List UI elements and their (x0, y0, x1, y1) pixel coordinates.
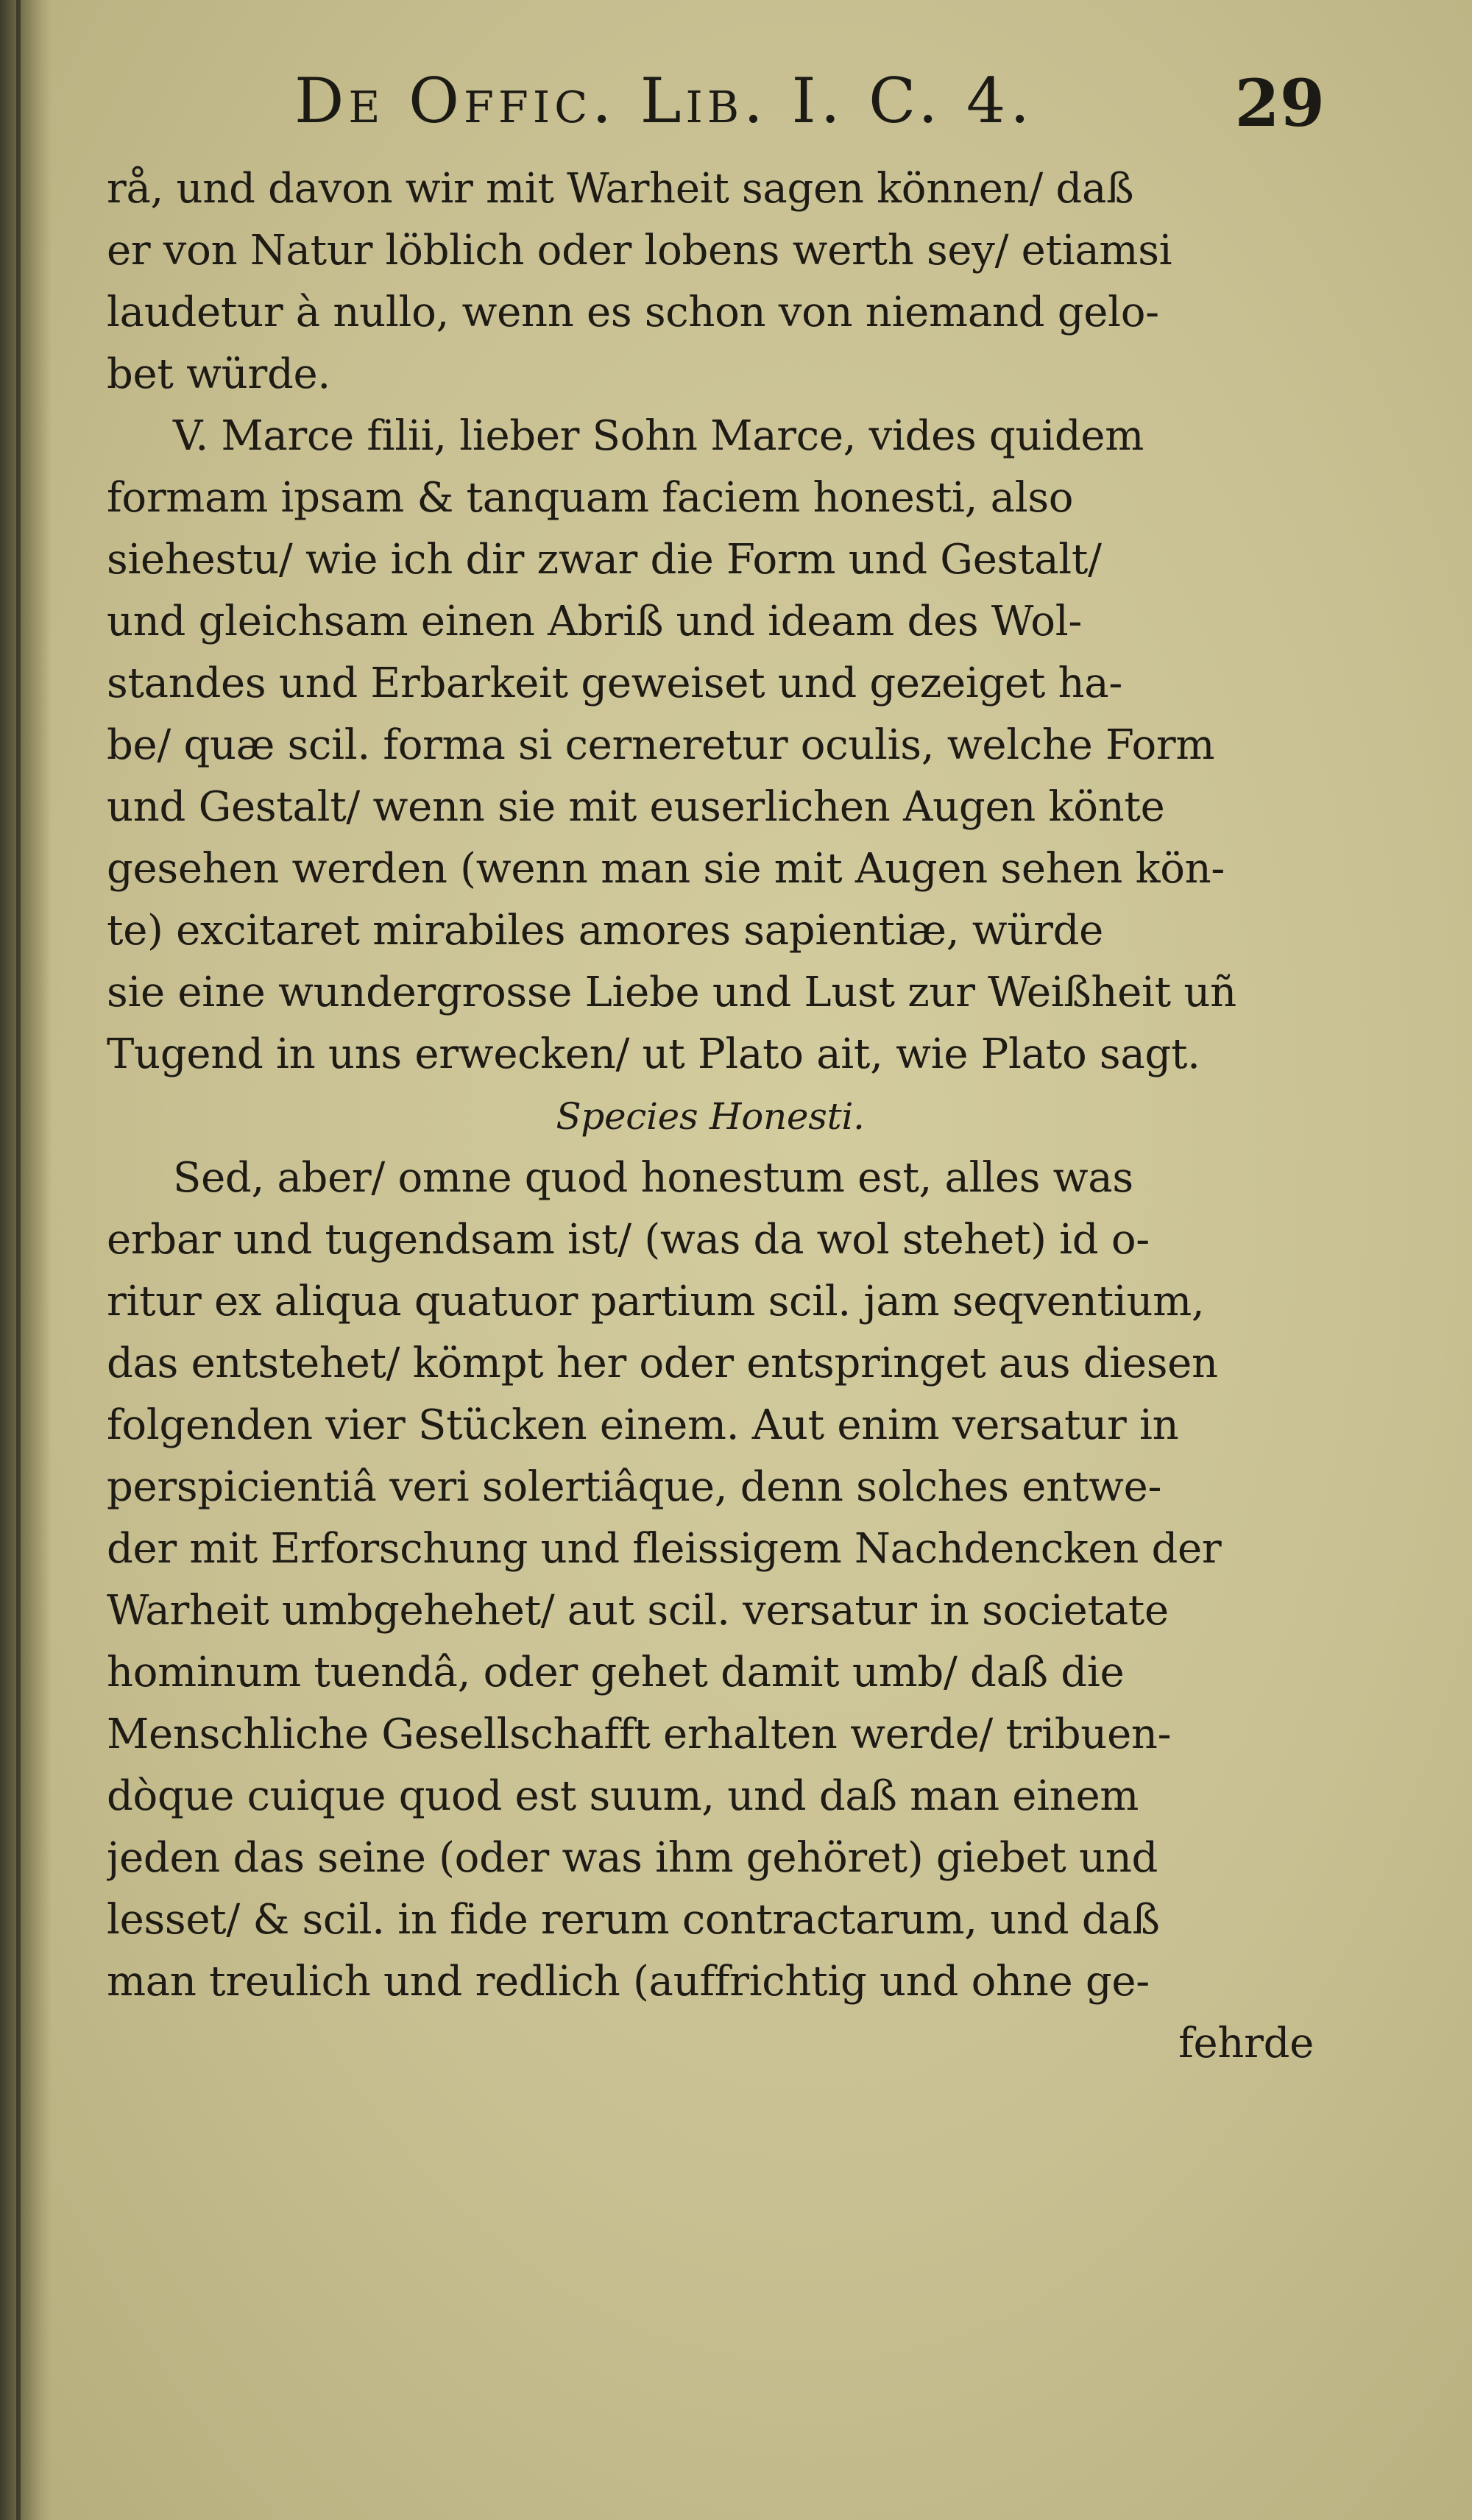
text-line: Menschliche Gesellschafft erhalten werde/ tribuen- (107, 1710, 1172, 1758)
text-line: Tugend in uns erwecken/ ut Plato ait, wie Plato sagt. (107, 1030, 1200, 1078)
text-line: jeden das seine (oder was ihm gehöret) giebet und (107, 1834, 1158, 1882)
text-line: lesset/ & scil. in fide rerum contractarum, und daß (107, 1896, 1160, 1944)
text-line: und Gestalt/ wenn sie mit euserlichen Augen könte (107, 783, 1165, 831)
text-line: gesehen werden (wenn man sie mit Augen sehen kön- (107, 845, 1225, 893)
text-line: sie eine wundergrosse Liebe und Lust zur Weißheit uñ (107, 969, 1236, 1016)
catchword: fehrde (1178, 2020, 1314, 2067)
page-number: 29 (1234, 65, 1325, 141)
text-line: standes und Erbarkeit geweiset und gezeiget ha- (107, 659, 1122, 707)
text-line: rå, und davon wir mit Warheit sagen können/ daß (107, 165, 1134, 213)
text-line: erbar und tugendsam ist/ (was da wol stehet) id o- (107, 1216, 1150, 1264)
text-line: er von Natur löblich oder lobens werth sey/ etiamsi (107, 227, 1172, 275)
text-line: folgenden vier Stücken einem. Aut enim versatur in (107, 1401, 1179, 1449)
binding-edge (16, 0, 21, 2520)
text-line: man treulich und redlich (auffrichtig und ohne ge- (107, 1958, 1150, 2006)
text-line: V. Marce filii, lieber Sohn Marce, vides quidem (173, 412, 1144, 460)
body-text (107, 158, 1314, 2075)
text-line: Sed, aber/ omne quod honestum est, alles was (173, 1154, 1133, 1202)
binding-gutter (0, 0, 52, 2520)
text-line: dòque cuique quod est suum, und daß man einem (107, 1772, 1139, 1820)
text-line: formam ipsam & tanquam faciem honesti, also (107, 474, 1074, 522)
text-line: laudetur à nullo, wenn es schon von niemand gelo- (107, 289, 1159, 336)
text-line: Warheit umbgehehet/ aut scil. versatur in societate (107, 1587, 1169, 1635)
text-line: be/ quæ scil. forma si cerneretur oculis, welche Form (107, 721, 1215, 769)
text-line: der mit Erforschung und fleissigem Nachdencken der (107, 1525, 1222, 1573)
running-title: De Offic. Lib. I. C. 4. (294, 65, 1034, 137)
text-line: das entstehet/ kömpt her oder entspringet aus diesen (107, 1339, 1218, 1387)
text-line: hominum tuendâ, oder gehet damit umb/ daß die (107, 1649, 1125, 1696)
text-line: siehestu/ wie ich dir zwar die Form und Gestalt/ (107, 536, 1102, 584)
text-line: perspicientiâ veri solertiâque, denn solches entwe- (107, 1463, 1162, 1511)
text-line: te) excitaret mirabiles amores sapientiæ, würde (107, 907, 1103, 955)
text-line: und gleichsam einen Abriß und ideam des Wol- (107, 598, 1082, 645)
page-header (294, 65, 1325, 146)
text-line: ritur ex aliqua quatuor partium scil. jam seqventium, (107, 1278, 1205, 1326)
text-line: bet würde. (107, 350, 330, 398)
section-heading: Species Honesti. (556, 1095, 865, 1138)
